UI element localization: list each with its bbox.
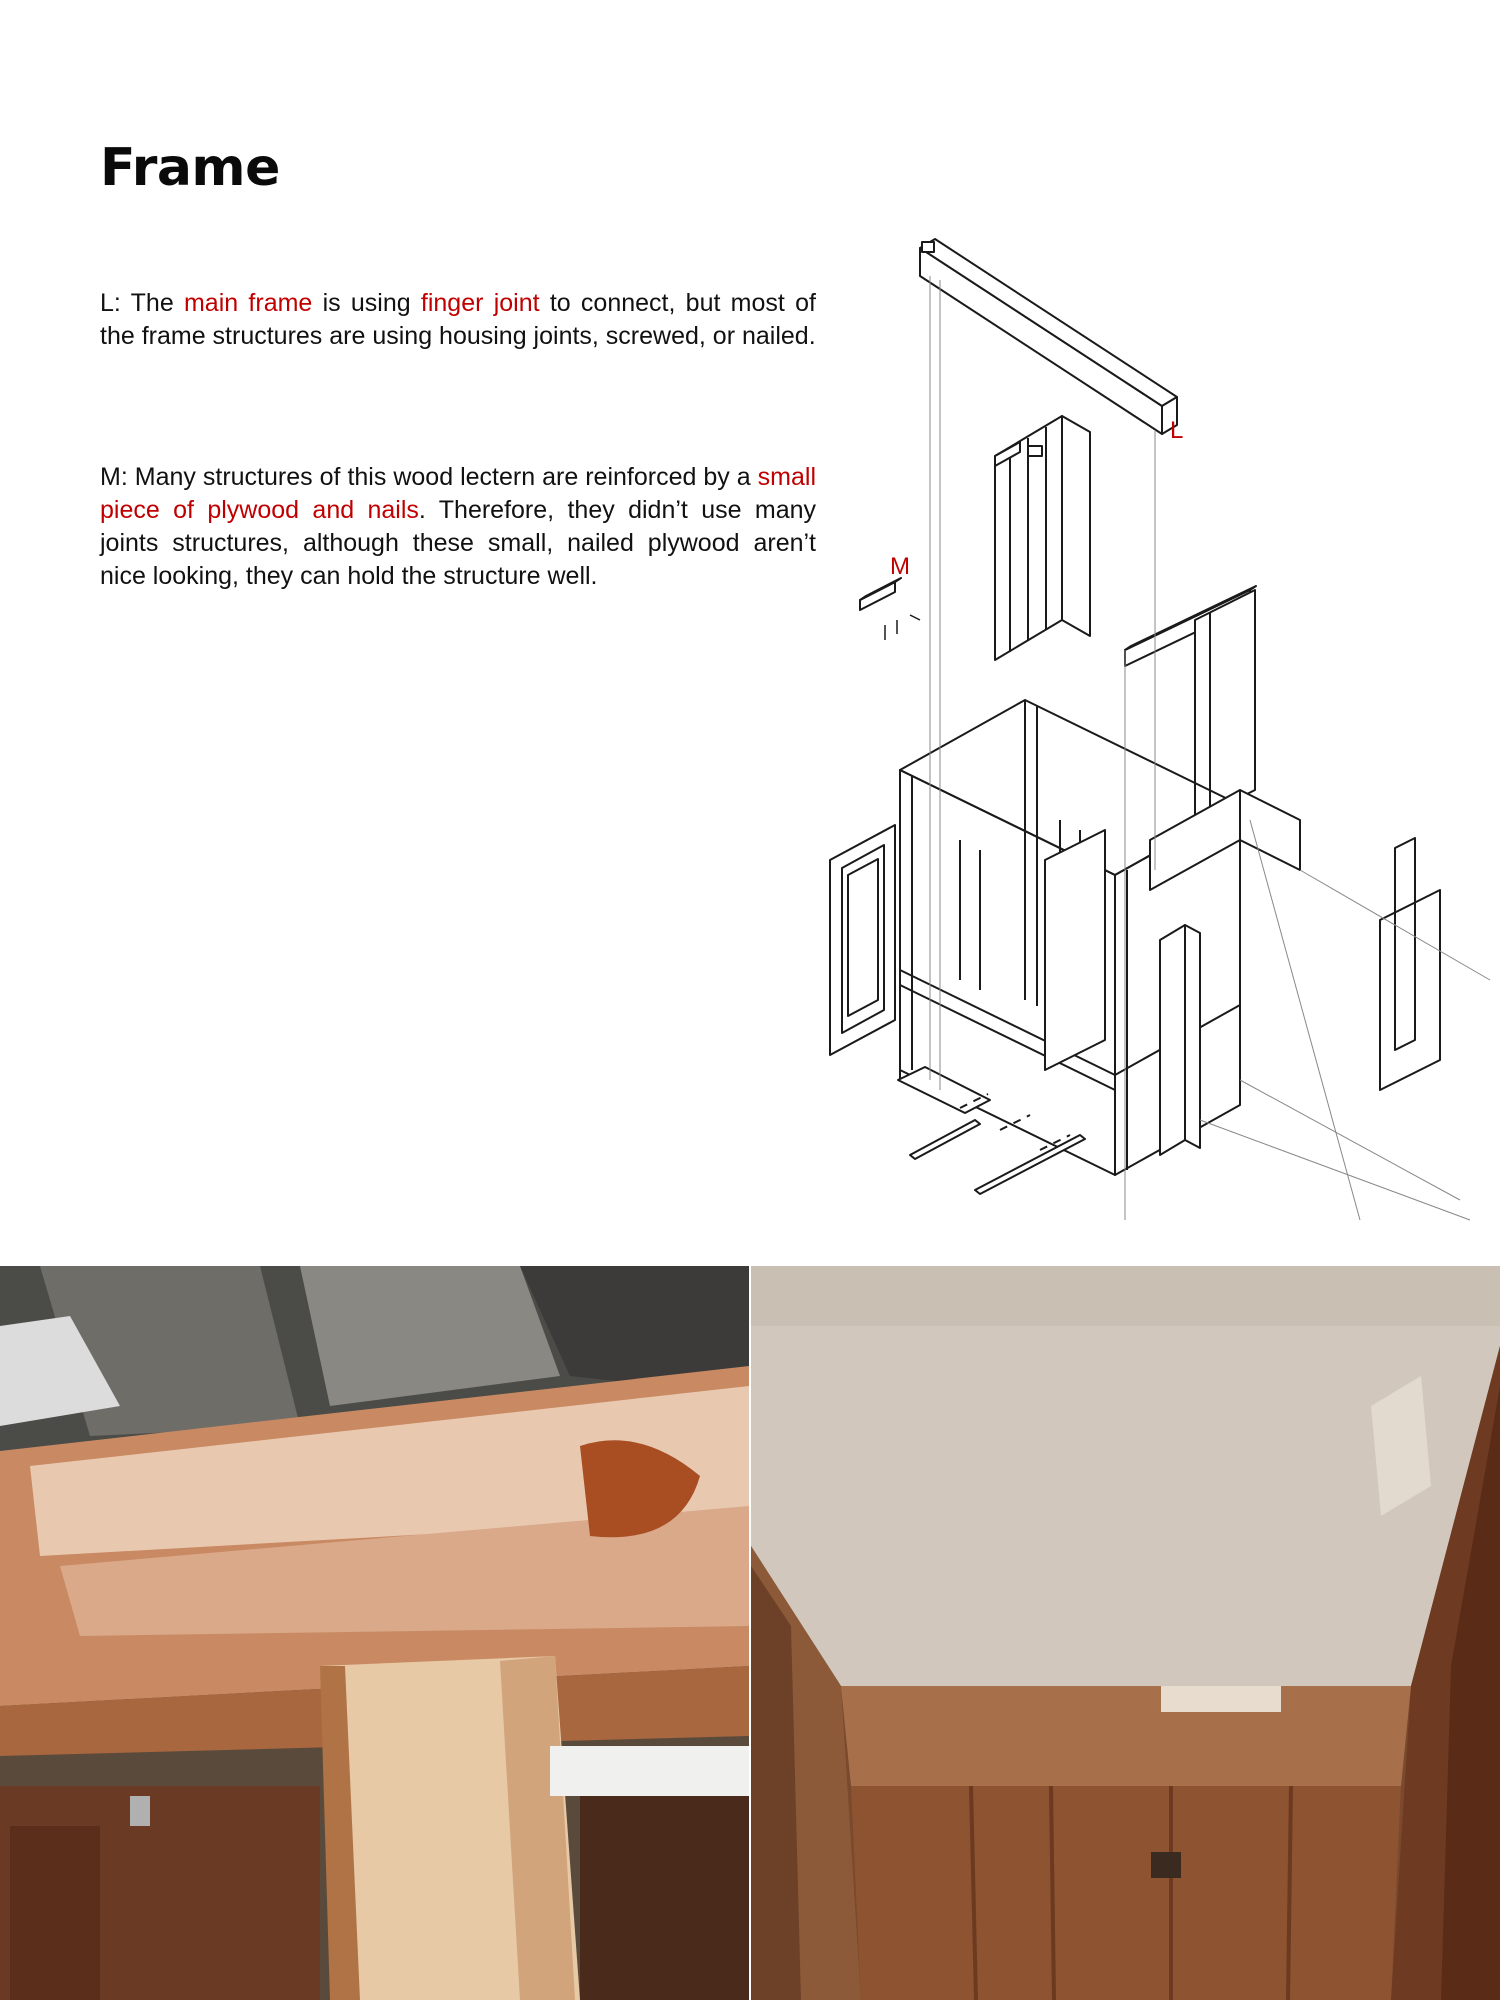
photo-plywood-image: [751, 1266, 1500, 2000]
door-panel: [830, 825, 895, 1055]
paragraph-plywood-nails: [100, 461, 816, 593]
exploded-frame-diagram: [800, 220, 1500, 1240]
photo-finger-joint-image: [0, 1266, 749, 2000]
p2-suffix: . Therefore, they didn’t use many joints structures, although these small, nailed plywood aren’t nice looking, they can hold the structure well.: [100, 496, 817, 590]
right-upper-beam: [1125, 586, 1256, 820]
p1-prefix: L: The: [100, 289, 184, 317]
floor-slats: [898, 1067, 1085, 1194]
page-title: Frame: [100, 138, 280, 198]
photo-finger-joint: [0, 1266, 749, 2000]
p1-suffix: to connect, but most of the frame structures are using housing joints, screwed, or nailed.: [100, 289, 816, 350]
p1-mid: is using: [312, 289, 421, 317]
photo-plywood-reinforcement: [751, 1266, 1500, 2000]
label-l: L: [1170, 417, 1184, 444]
p2-prefix: M: Many structures of this wood lectern are reinforced by a: [100, 463, 758, 491]
plywood-piece: [860, 578, 901, 610]
paragraph-finger-joint: [100, 287, 816, 353]
p2-highlight-plywood: small piece of plywood and nails: [100, 463, 816, 524]
right-side-frame: [1150, 790, 1440, 1155]
p1-highlight-main-frame: main frame: [183, 289, 313, 317]
top-beam: [920, 239, 1177, 434]
label-m: M: [890, 553, 910, 580]
p1-highlight-finger-joint: finger joint: [420, 289, 540, 317]
back-board: [995, 416, 1090, 660]
